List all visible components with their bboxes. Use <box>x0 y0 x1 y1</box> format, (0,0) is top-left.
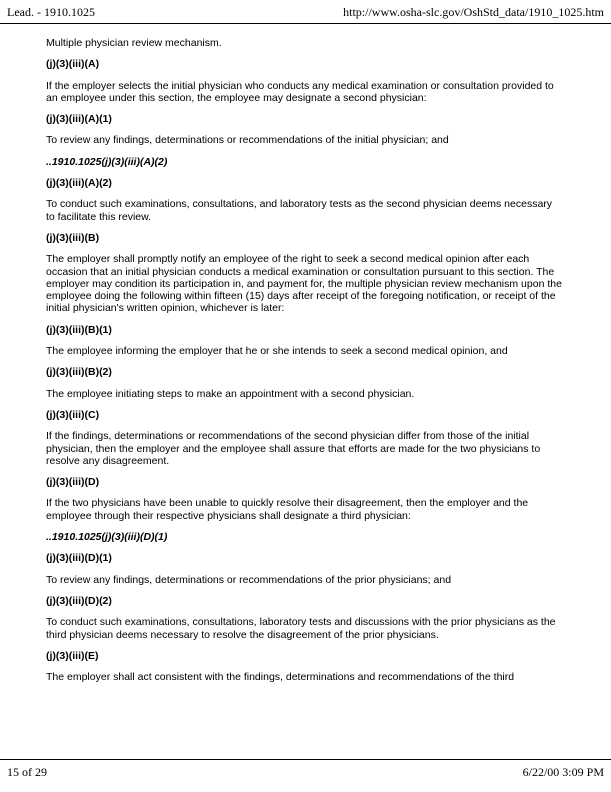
paragraph: Multiple physician review mechanism. <box>46 37 222 49</box>
section-heading: (j)(3)(iii)(B) <box>46 231 100 244</box>
section-reference: ..1910.1025(j)(3)(iii)(D)(1) <box>46 531 168 544</box>
paragraph: If the findings, determinations or recommendations of the second physician differ from those of the initial physician, then the employer and the employee shall assure that efforts are made for the two physicians to resolve any disagreement. <box>46 430 541 467</box>
print-footer <box>0 759 611 792</box>
paragraph: To conduct such examinations, consultations, laboratory tests and discussions with the prior physicians as the third physician deems necessary to resolve the disagreement of the prior physicians. <box>46 616 556 641</box>
document-body <box>46 22 562 692</box>
paragraph: To conduct such examinations, consultations, and laboratory tests as the second physician deems necessary to facilitate this review. <box>46 198 553 223</box>
section-heading: (j)(3)(iii)(B)(1) <box>46 323 112 336</box>
section-heading: (j)(3)(iii)(C) <box>46 408 100 421</box>
footer-page-number: 15 of 29 <box>7 765 47 779</box>
section-heading: (j)(3)(iii)(D)(2) <box>46 594 112 607</box>
section-heading: (j)(3)(iii)(D) <box>46 476 100 489</box>
paragraph: The employer shall act consistent with the findings, determinations and recommendations of the third <box>46 671 515 684</box>
paragraph: The employee informing the employer that he or she intends to seek a second medical opinion, and <box>46 345 508 358</box>
section-heading: (j)(3)(iii)(E) <box>46 649 99 662</box>
header-document-title: Lead. - 1910.1025 <box>7 5 95 19</box>
paragraph: To review any findings, determinations or recommendations of the prior physicians; and <box>46 573 452 586</box>
section-reference: ..1910.1025(j)(3)(iii)(A)(2) <box>46 155 168 168</box>
section-heading: (j)(3)(iii)(D)(1) <box>46 552 112 565</box>
paragraph: If the two physicians have been unable to quickly resolve their disagreement, then the employer and the employee through their respective physicians shall designate a third physician: <box>46 497 529 522</box>
paragraph: The employer shall promptly notify an employee of the right to seek a second medical opinion after each occasion that an initial physician conducts a medical examination or consultation pursuant to this section. The employer may condition its participation in, and payment for, the multiple physician review mechanism upon the employee doing the following within fifteen (15) days after receipt of the foregoing notification, or receipt of the initial physician's written opinion, whichever is later: <box>46 253 562 315</box>
paragraph: If the employer selects the initial physician who conducts any medical examination or consultation provided to an employee under this section, the employee may designate a second physician: <box>46 79 554 104</box>
print-header <box>0 0 611 24</box>
section-heading: (j)(3)(iii)(A)(1) <box>46 113 112 126</box>
paragraph: To review any findings, determinations or recommendations of the initial physician; and <box>46 134 449 147</box>
section-heading: (j)(3)(iii)(B)(2) <box>46 366 112 379</box>
section-heading: (j)(3)(iii)(A)(2) <box>46 177 112 190</box>
header-source-url: http://www.osha-slc.gov/OshStd_data/1910_1025.htm <box>343 5 604 19</box>
footer-timestamp: 6/22/00 3:09 PM <box>522 765 604 779</box>
paragraph: The employee initiating steps to make an appointment with a second physician. <box>46 387 415 400</box>
section-heading: (j)(3)(iii)(A) <box>46 58 100 71</box>
